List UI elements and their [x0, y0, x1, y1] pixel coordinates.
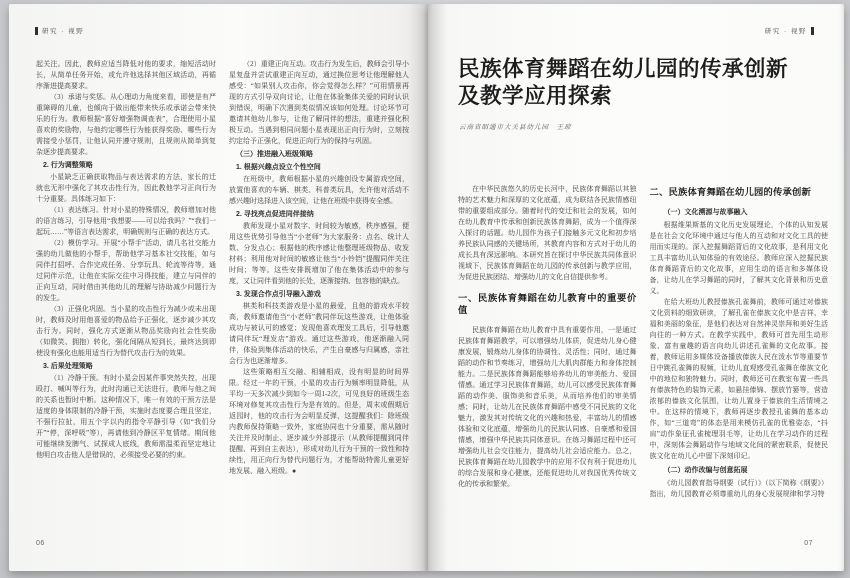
paragraph: 这些策略相互交融、相辅相成，没有明显的时间界限。经过一年的干预，小星的攻击行为频率明显降低，从平均一天多次减少到如今一周1-2次，可见良好的班级生态环境对修复其攻击性行为是有效的。但是，周末或假期后返园时，他的攻击行为会明显反弹，这提醒我们：除班级内教师保持策略一致外，家庭协同也十分重要，需从随时关注并及时制止、逐步减少外部提示（从教师提醒到同伴提醒、再到自主表达），形成对幼儿行为干预的一致性和持续性，用正向行为替代问题行为，才能帮助特需儿童更好地发展、融入班级。● [229, 368, 409, 475]
section-heading: （二）动作改编与创意拓展 [663, 467, 748, 474]
section-heading: 3. 后果处理策略 [43, 363, 93, 370]
left-header-label: 研究 · 视野 [42, 28, 85, 35]
section-heading: 2. 行为调整策略 [43, 162, 93, 169]
header-rule-icon [35, 27, 38, 35]
paragraph: （2）重建正向互动。攻击行为发生后，教师会引导小星复盘并尝试重建正向互动，通过换位思考让他理解他人感受：“如果别人攻击你，你会觉得怎么样？”可用情景再现的方式引导双向讨论，让他在体验集体关爱的同时认识到错误，明确下次遇到类似情况该如何处理。讨论环节可邀请其他幼儿参与，让他了解同伴的想法，重建并强化积极互动。当遇到相同问题小星表现出正向行为时，立刻按约定给予正强化，促进正向行为的保持与巩固。 [229, 60, 409, 145]
right-page [428, 4, 844, 571]
right-page-header [765, 26, 814, 35]
paragraph: （1）表达练习。针对小星的特殊情况，教师增加对他的语言练习，引导他用“我想要——可以给我吗？”“我们一起玩……”等语言表达需求，明确规则与正确的表达方式。 [36, 206, 216, 236]
paragraph: 在给大班幼儿教授傣族孔雀舞前，教师可通过对傣族文化资料的细致研读，了解孔雀在傣族文化中是吉祥、幸福和美丽的象征，是他们表达对自然神灵崇拜和美好生活向往的一种方式。在教学实践中，教师可首先用生动形象、富有童趣的语言向幼儿讲述孔雀舞的文化故事。接着，教师运用多媒体设备播放傣族人民在泼水节等重要节日中跳孔雀舞的视频，让幼儿直观感受孔雀舞在傣族文化中的地位和独特魅力。同时，教师还可在教室布置一些具有傣族特色的装饰元素，如悬挂傣锦、摆放竹篓等，营造浓郁的傣族文化氛围，让幼儿置身于傣族的生活情境之中。在这样的情境下，教师再逐步教授孔雀舞的基本动作，如“三道弯”的体态是用来模仿孔雀的优雅姿态，“抖肩”动作象征孔雀梳理羽毛等，让幼儿在学习动作的过程中，深刻体会舞蹈动作与地域文化间的紧密联系，促使民族文化在幼儿心中留下深刻印记。 [649, 298, 828, 460]
paragraph: 起关注。因此，教师应适当降低对他的要求，缩短活动时长，从简单任务开始，或允许他选择其他区域活动，再循序渐进提高要求。 [36, 60, 216, 90]
left-page-column-2 [229, 59, 409, 533]
paragraph: 民族体育舞蹈在幼儿教育中具有重要作用，一是通过民族体育舞蹈教学，可以增强幼儿体质，促进幼儿身心健康发展，锻炼幼儿身体的协调性、灵活性；同时，通过舞蹈的动作和节奏练习，增强幼儿大肌肉群能力和身体控制能力。二是民族体育舞蹈能够培养幼儿的审美能力、爱国情感。通过学习民族体育舞蹈，幼儿可以感受民族体育舞蹈的动作美、服饰美和音乐美，从而培养他们的审美情感；同时，让幼儿在民族体育舞蹈中感受不同民族的文化魅力，激发其对传统文化的兴趣和热爱，丰富幼儿的情感体验和文化底蕴，增强幼儿的民族认同感、自豪感和爱国情感，增强中华民族共同体意识。在练习舞蹈过程中还可增强幼儿社会交往能力，提高幼儿社会适应能力。总之，民族体育舞蹈在幼儿园教学中的应用不仅有利于促进幼儿的综合发展和身心健康，还能促进幼儿对我国优秀传统文化的传承和繁荣。 [458, 326, 637, 488]
paragraph: 在班级中，教师根据小星的兴趣创设专属游戏空间，放置他喜欢的车辆、棋类、科普类玩具，允许他对活动不感兴趣时选择进入该空间，让他在班级中获得安全感。 [229, 175, 409, 205]
paragraph: 在中华民族悠久的历史长河中，民族体育舞蹈以其独特的艺术魅力和深厚的文化底蕴，成为联结各民族情感纽带的重要组成部分。随着时代的变迁和社会的发展，如何在幼儿教育中传承和创新民族体育舞蹈，成为一个值得深入探讨的话题。幼儿园作为孩子们接触多元文化和初步培养民族认同感的关键场所，其教育内容和方式对于幼儿的成长具有深远影响。本研究旨在探讨中华民族共同体意识视域下，民族体育舞蹈在幼儿园的传承创新与教学应用，为促进民族团结、增强幼儿的文化自信提供参考。 [458, 185, 637, 281]
section-heading: （三）推进融入班级策略 [236, 151, 313, 158]
right-page-columns [458, 184, 828, 556]
paragraph: （3）正强化巩固。当小星的攻击性行为减少或未出现时，教师及时用他喜爱的物品给予正强化，逐步减少其攻击行为。同时，强化方式逐渐从物品奖励向社会性奖励（如微笑、拥抱）转化，强化间隔从短到长，最终达到即使没有强化也能用适当行为替代攻击行为的效果。 [36, 305, 216, 357]
article-title-line2: 及教学应用探索 [458, 84, 613, 108]
paragraph: （3）承诺与奖惩。从心理动力角度来看，即使是有严重障碍的儿童，也倾向于做出能带来快乐或承诺会带来快乐的行为。教师根据“喜好增强物调查表”，合理使用小星喜欢的奖励物，与他约定哪些行为能获得奖励、哪些行为需接受小惩罚，让他认同并遵守规则，且规则从简单到复杂逐步提高要求。 [36, 93, 216, 156]
left-page [9, 4, 428, 571]
left-page-number: 06 [36, 540, 45, 547]
section-heading: 3. 发现合作点引导融入游戏 [236, 291, 321, 298]
article-title-line1: 民族体育舞蹈在幼儿园的传承创新 [458, 57, 789, 81]
paragraph: 教师发现小星对数字、时间较为敏感，秩序感强，便用这些优势引导他当“小老师”为大家服务：点名、统计人数、分发点心；根据他的秩序感让他整理班级物品、收发材料；利用他对时间的敏感让他当“小铃铛”提醒同伴关注时间；等等。这些安排既增加了他在集体活动中的参与度，又让同伴看到他的长处，逐渐接纳、包容他的缺点。 [229, 222, 409, 285]
left-page-columns [36, 59, 409, 533]
paragraph: 《幼儿园教育指导纲要（试行）》（以下简称《纲要》）指出，幼儿园教育必须尊重幼儿的身心发展规律和学习特 [649, 479, 828, 498]
section-heading: 1. 根据兴趣点设立个性空间 [236, 164, 321, 171]
section-heading: 二、民族体育舞蹈在幼儿园的传承创新 [649, 187, 811, 197]
left-page-header [35, 26, 84, 35]
article-title [458, 56, 828, 110]
left-page-column-1 [36, 59, 216, 533]
section-heading: （一）文化溯源与故事融入 [663, 209, 748, 216]
right-page-column-1 [458, 184, 637, 556]
right-page-number: 07 [804, 540, 813, 547]
paragraph: 小星缺乏正确获取物品与表达需求的方法，家长的迁就也无形中强化了其攻击性行为，因此教他学习正向行为十分重要。具体练习如下： [36, 173, 216, 203]
right-page-column-2 [650, 184, 829, 556]
paragraph: 棋类和科技类游戏是小星的最爱，且他的游戏水平较高，教师邀请他当“小老师”教同伴玩这些游戏，让他体验成功与被认可的感觉；发现他喜欢理发工具后，引导他邀请同伴玩“理发店”游戏。通过这些游戏，他逐渐融入同伴，体验到集体活动的快乐，产生自豪感与归属感，亲社会行为也逐渐增多。 [229, 302, 409, 365]
section-heading: 一、民族体育舞蹈在幼儿教育中的重要价值 [458, 293, 637, 315]
author-affiliation: 云南省昭通市大关县幼儿园 王琼 [459, 124, 572, 131]
right-header-label: 研究 · 视野 [764, 28, 807, 35]
section-heading: 2. 寻找亮点促进同伴接纳 [236, 211, 314, 218]
header-rule-icon [811, 27, 814, 35]
paragraph: 根据维果斯基的文化历史发展理论，个体的认知发展是在社会文化环境中通过与他人的互动和对文化工具的使用而实现的。深入挖掘舞蹈背后的文化故事，是利用文化工具丰富幼儿认知体验的有效途径。教师应深入挖掘民族体育舞蹈背后的文化故事，应用生动的语言和多媒体设备，让幼儿在学习舞蹈的同时，了解其文化背景和历史意义。 [649, 221, 828, 295]
paragraph: （1）冷静干预。有时小星会因某件事突然失控，出现殴打、喊叫等行为，此时沟通已无法进行，教师与他之间的关系也暂时中断。这种情况下，唯一有效的干预方法是适度的身体限制的冷静干预，实施时态度要合理且坚定，不强行拉扯，用五个字以内的指令平静引导（如“我们分开”“停，深呼吸”等），再请他到冷静区平复情绪。期间他可能继续发脾气、试探成人底线，教师需温柔而坚定地让他明白攻击他人是错误的，必须接受必要的约束。 [36, 374, 216, 459]
paragraph: （2）模仿学习。开展“小帮手”活动，请几名社交能力强的幼儿做他的小帮手，帮助他学习基本社交技能，如与同伴打招呼、合作完成任务、分享玩具、轮流等待等，通过同伴示范，让他在实际交往中习得技能，建立与同伴的正向互动，同时借由其他幼儿的理解与协助减少问题行为的发生。 [36, 239, 216, 302]
